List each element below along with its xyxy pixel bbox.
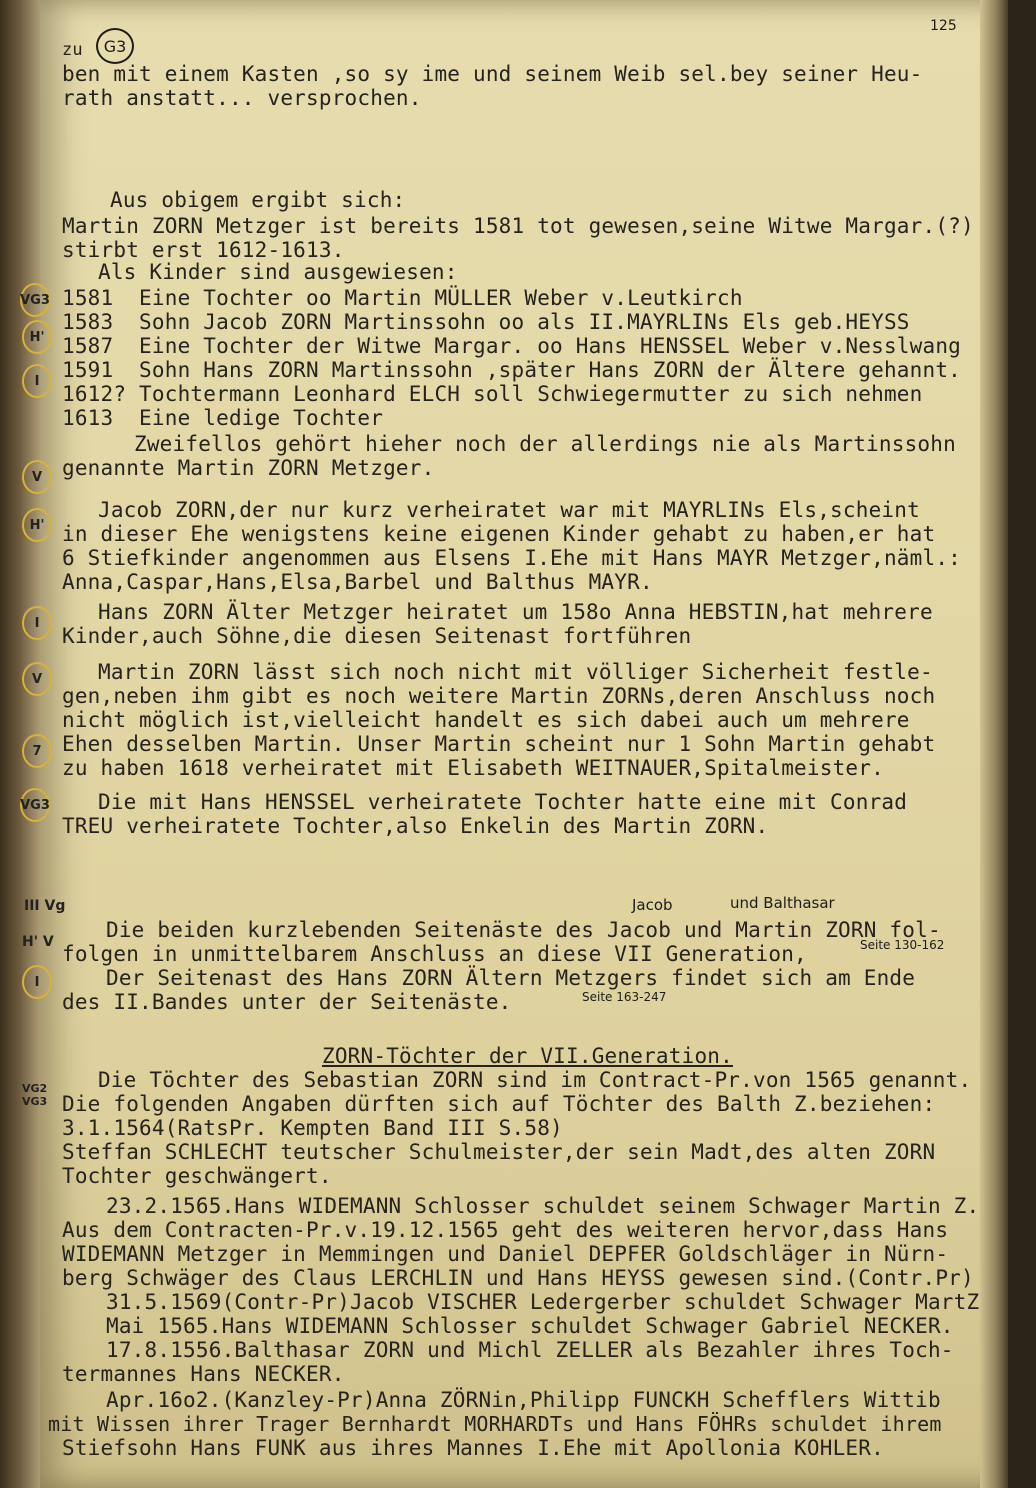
text-line: folgen in unmittelbarem Anschluss an diese VII Generation,: [62, 942, 807, 966]
text-line: 6 Stiefkinder angenommen aus Elsens I.Ehe mit Hans MAYR Metzger,näml.:: [62, 546, 962, 570]
text-line: in dieser Ehe wenigstens keine eigenen Kinder gehabt zu haben,er hat: [62, 522, 936, 546]
text-line: 31.5.1569(Contr-Pr)Jacob VISCHER Ledergerber schuldet Schwager MartZ: [106, 1290, 980, 1314]
text-line: 23.2.1565.Hans WIDEMANN Schlosser schuldet seinem Schwager Martin Z.: [106, 1194, 980, 1218]
text-line: Als Kinder sind ausgewiesen:: [98, 260, 458, 284]
text-line: Mai 1565.Hans WIDEMANN Schlosser schuldet Schwager Gabriel NECKER.: [106, 1314, 954, 1338]
text-line: termannes Hans NECKER.: [62, 1362, 345, 1386]
text-line: Die Töchter des Sebastian ZORN sind im Contract-Pr.von 1565 genannt.: [98, 1068, 972, 1092]
text-line: 3.1.1564(RatsPr. Kempten Band III S.58): [62, 1116, 563, 1140]
text-line: genannte Martin ZORN Metzger.: [62, 456, 435, 480]
text-line: Die folgenden Angaben dürften sich auf Töchter des Balth Z.beziehen:: [62, 1092, 936, 1116]
text-line: Apr.16o2.(Kanzley-Pr)Anna ZÖRNin,Philipp FUNCKH Schefflers Wittib: [106, 1388, 941, 1412]
annotation-jacob: Jacob: [632, 896, 673, 914]
text-line: Martin ZORN lässt sich noch nicht mit völliger Sicherheit festle-: [98, 660, 933, 684]
margin-mark-9: VG3: [20, 788, 50, 822]
text-line: Der Seitenast des Hans ZORN Ältern Metzgers findet sich am Ende: [106, 966, 916, 990]
text-line: mit Wissen ihrer Trager Bernhardt MORHARDTs und Hans FÖHRs schuldet ihrem: [48, 1412, 942, 1436]
page-edge: [980, 0, 1008, 1488]
ref-prefix: zu: [62, 40, 83, 60]
text-line: Hans ZORN Älter Metzger heiratet um 158o Anna HEBSTIN,hat mehrere: [98, 600, 933, 624]
text-line: Die mit Hans HENSSEL verheiratete Tochter hatte eine mit Conrad: [98, 790, 908, 814]
text-line: Aus dem Contracten-Pr.v.19.12.1565 geht des weiteren hervor,dass Hans: [62, 1218, 949, 1242]
text-line: WIDEMANN Metzger in Memmingen und Daniel DEPFER Goldschläger in Nürn-: [62, 1242, 949, 1266]
margin-mark-7: V: [22, 662, 52, 696]
text-line: ben mit einem Kasten ,so sy ime und seinem Weib sel.bey seiner Heu-: [62, 62, 923, 86]
annotation-balthasar: und Balthasar: [730, 894, 835, 912]
margin-mark-4: V: [22, 460, 52, 494]
annotation-pages-163: Seite 163-247: [582, 990, 667, 1004]
margin-mark-1: VG3: [20, 283, 50, 317]
text-line: TREU verheiratete Tochter,also Enkelin des Martin ZORN.: [62, 814, 769, 838]
text-line: 17.8.1556.Balthasar ZORN und Michl ZELLER als Bezahler ihres Toch-: [106, 1338, 954, 1362]
text-line: zu haben 1618 verheiratet mit Elisabeth WEITNAUER,Spitalmeister.: [62, 756, 884, 780]
text-line: 1591 Sohn Hans ZORN Martinssohn ,später Hans ZORN der Ältere gehannt.: [62, 358, 962, 382]
margin-mark-2: H': [22, 320, 52, 354]
ref-code: G3: [96, 28, 134, 64]
text-line: 1581 Eine Tochter oo Martin MÜLLER Weber v.Leutkirch: [62, 286, 743, 310]
text-line: Tochter geschwängert.: [62, 1164, 332, 1188]
text-line: 1613 Eine ledige Tochter: [62, 406, 384, 430]
text-line: 1612? Tochtermann Leonhard ELCH soll Schwiegermutter zu sich nehmen: [62, 382, 923, 406]
text-line: Kinder,auch Söhne,die diesen Seitenast fortführen: [62, 624, 692, 648]
annotation-pages-130: Seite 130-162: [860, 938, 945, 952]
text-line: gen,neben ihm gibt es noch weitere Martin ZORNs,deren Anschluss noch: [62, 684, 936, 708]
section-title: ZORN-Töchter der VII.Generation.: [322, 1044, 733, 1068]
document-page: [20, 0, 1008, 1488]
text-line: Steffan SCHLECHT teutscher Schulmeister,der sein Madt,des alten ZORN: [62, 1140, 936, 1164]
margin-mark-8: 7: [22, 734, 52, 768]
text-line: Zweifellos gehört hieher noch der allerdings nie als Martinssohn: [134, 432, 956, 456]
text-line: Ehen desselben Martin. Unser Martin scheint nur 1 Sohn Martin gehabt: [62, 732, 936, 756]
text-line: berg Schwäger des Claus LERCHLIN und Hans HEYSS gewesen sind.(Contr.Pr): [62, 1266, 974, 1290]
margin-mark-11: H' V: [22, 934, 54, 950]
margin-mark-10: III Vg: [24, 898, 66, 914]
text-line: des II.Bandes unter der Seitenäste.: [62, 990, 512, 1014]
text-line: rath anstatt... versprochen.: [62, 86, 422, 110]
text-line: 1583 Sohn Jacob ZORN Martinssohn oo als II.MAYRLINs Els geb.HEYSS: [62, 310, 910, 334]
page-number: 125: [930, 18, 957, 34]
margin-mark-12: I: [22, 965, 52, 999]
text-line: stirbt erst 1612-1613.: [62, 238, 345, 262]
text-line: Jacob ZORN,der nur kurz verheiratet war mit MAYRLINs Els,scheint: [98, 498, 920, 522]
margin-mark-5: H': [22, 508, 52, 542]
text-line: Anna,Caspar,Hans,Elsa,Barbel und Balthus MAYR.: [62, 570, 653, 594]
text-line: Martin ZORN Metzger ist bereits 1581 tot gewesen,seine Witwe Margar.(?): [62, 214, 974, 238]
margin-mark-3: I: [22, 364, 52, 398]
text-line: Aus obigem ergibt sich:: [110, 188, 406, 212]
text-line: nicht möglich ist,vielleicht handelt es sich dabei auch um mehrere: [62, 708, 910, 732]
margin-mark-13: VG2 VG3: [22, 1082, 48, 1108]
text-line: 1587 Eine Tochter der Witwe Margar. oo Hans HENSSEL Weber v.Nesslwang: [62, 334, 962, 358]
text-line: Stiefsohn Hans FUNK aus ihres Mannes I.Ehe mit Apollonia KOHLER.: [62, 1436, 884, 1460]
text-line: Die beiden kurzlebenden Seitenäste des Jacob und Martin ZORN fol-: [106, 918, 941, 942]
margin-mark-6: I: [22, 606, 52, 640]
